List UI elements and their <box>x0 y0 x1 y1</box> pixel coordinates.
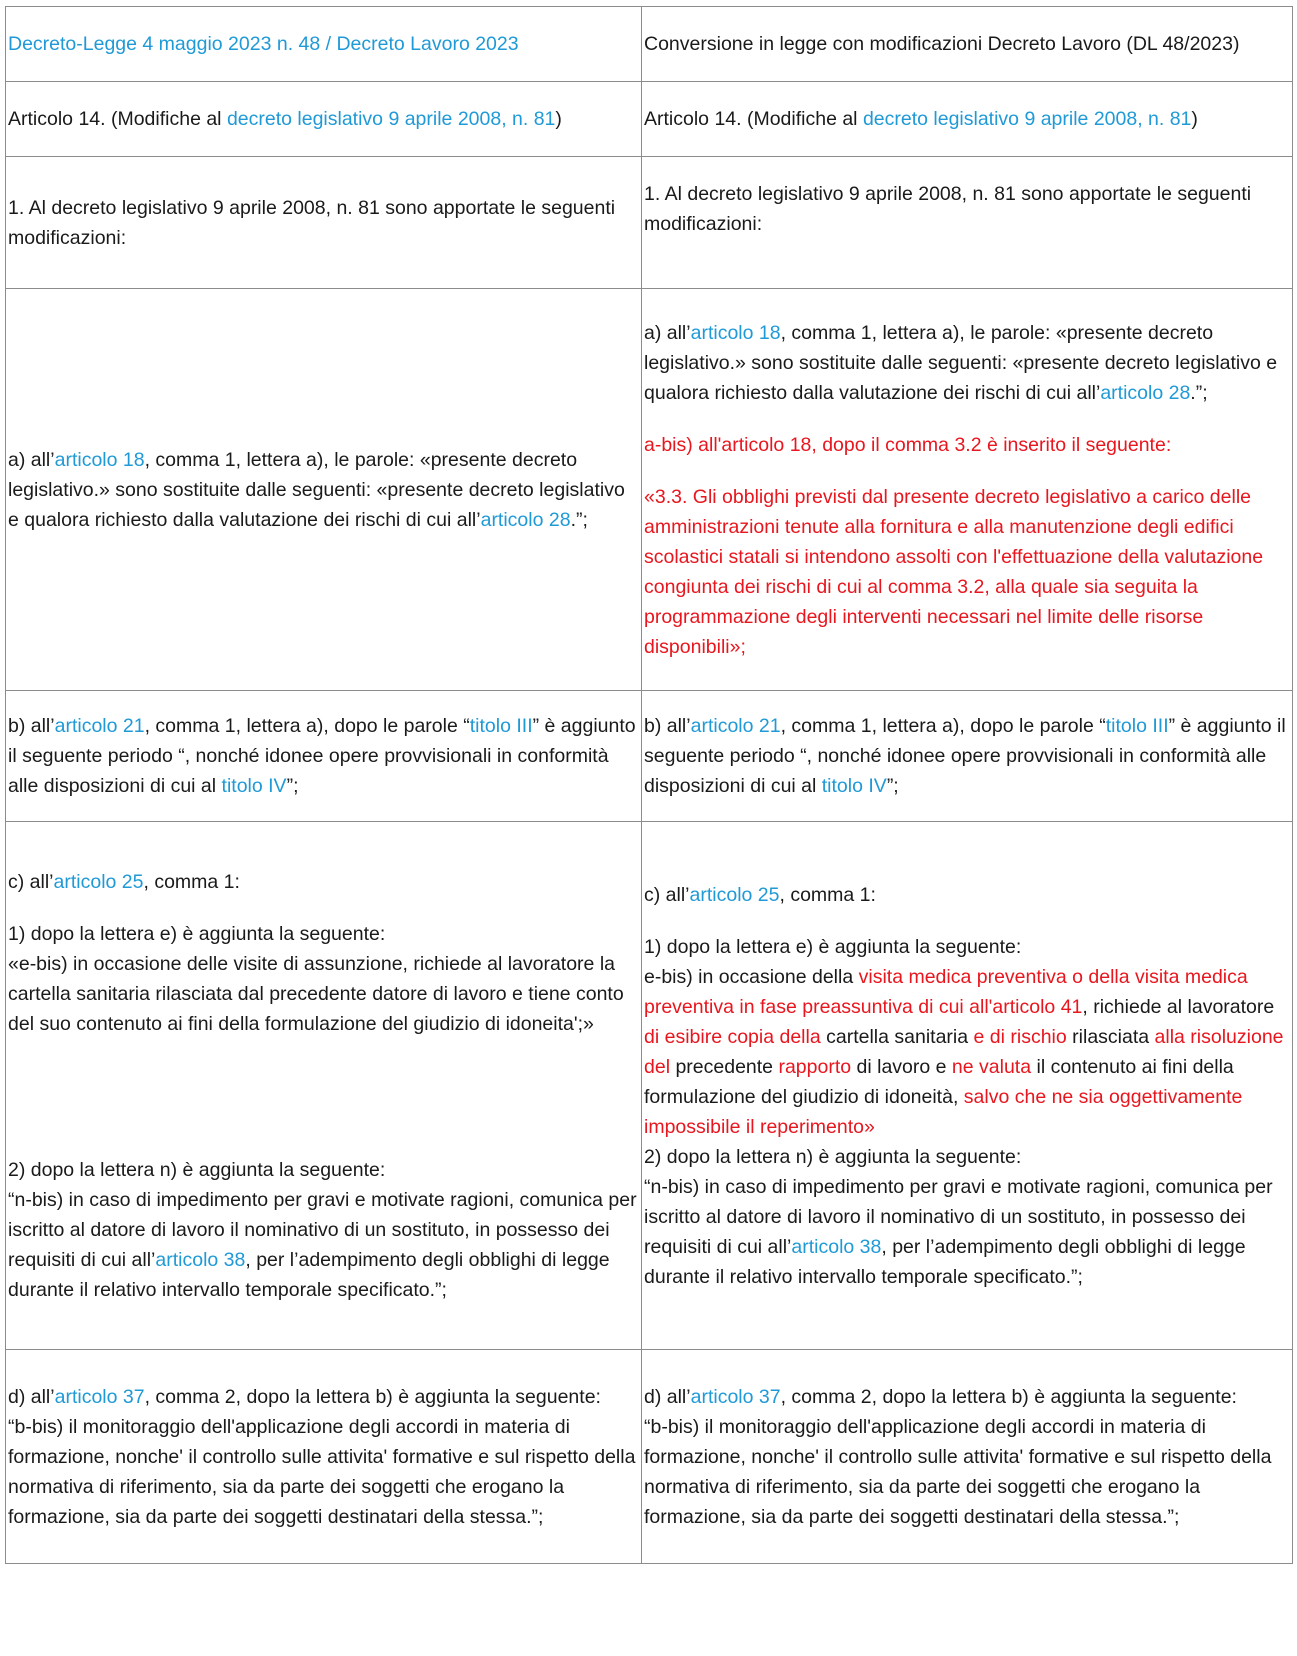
article-25-link[interactable]: articolo 25 <box>53 870 144 893</box>
article-38-link[interactable]: articolo 38 <box>791 1235 882 1258</box>
c-heading <box>8 867 637 897</box>
c-item1-r4: alla risoluzione del <box>644 1025 1284 1078</box>
article-37-link[interactable]: articolo 37 <box>54 1385 145 1408</box>
article-21-link[interactable]: articolo 21 <box>690 715 781 737</box>
d-heading <box>8 1382 637 1412</box>
decree-link[interactable]: decreto legislativo 9 aprile 2008, n. 81 <box>226 108 556 130</box>
c-item1-s2: , richiede al lavoratore <box>1082 995 1275 1018</box>
article-28-link[interactable]: articolo 28 <box>480 508 571 531</box>
b-text-1: b) all’ <box>8 715 55 737</box>
d-text-1: d) all’ <box>644 1385 691 1408</box>
d-right-cell <box>642 1350 1293 1564</box>
table-row-header <box>6 7 1293 82</box>
article-28-link[interactable]: articolo 28 <box>1100 381 1191 404</box>
article-prefix: Articolo 14. (Modifiche al <box>644 108 863 130</box>
a-text-3: .”; <box>570 508 588 531</box>
c-item1-r6: ne valuta <box>951 1055 1032 1078</box>
b-text-3: ” è aggiunto il seguente periodo “, nonché idonee opere provvisionali in conformità alle disposizioni di cui al <box>644 715 1286 797</box>
article-prefix: Articolo 14. (Modifiche al <box>8 108 227 130</box>
c-item1-s7: il contenuto ai fini della formulazione del giudizio di idoneità, <box>644 1055 1234 1108</box>
a-paragraph <box>644 318 1288 408</box>
c-item2-heading: 2) dopo la lettera n) è aggiunta la seguente: <box>644 1145 1022 1168</box>
c-item2-text <box>8 1185 637 1305</box>
c-item1-text: «e-bis) in occasione delle visite di assunzione, richiede al lavoratore la cartella sanitaria rilasciata dal precedente datore di lavoro e tiene conto del suo contenuto ai fini della formulazione del giudizio di idoneita';» <box>8 952 624 1035</box>
c-item1-r7: salvo che ne sia oggettivamente impossibile il reperimento» <box>644 1085 1243 1138</box>
a-text-2: , comma 1, lettera a), le parole: «presente decreto legislativo.» sono sostituite dalle seguenti: «presente decreto legislativo e qualora richiesto dalla valutazione dei rischi di cui all’ <box>644 321 1278 404</box>
c-heading <box>644 880 1288 910</box>
b-text-1: b) all’ <box>644 715 691 737</box>
article-18-link[interactable]: articolo 18 <box>54 448 145 471</box>
c-right-cell <box>642 822 1293 1350</box>
d-text: “b-bis) il monitoraggio dell'applicazione degli accordi in materia di formazione, nonche' il controllo sulle attivita' formative e sul rispetto della normativa di riferimento, sia da parte dei soggetti che erogano la formazione, sia da parte dei soggetti destinatari della stessa.”; <box>644 1415 1272 1528</box>
article-18-link[interactable]: articolo 18 <box>690 321 781 344</box>
c-item1-r2: di esibire copia della <box>644 1025 821 1048</box>
a-right-cell <box>642 289 1293 691</box>
d-text: “b-bis) il monitoraggio dell'applicazione degli accordi in materia di formazione, nonche' il controllo sulle attivita' formative e sul rispetto della normativa di riferimento, sia da parte dei soggetti che erogano la formazione, sia da parte dei soggetti destinatari della stessa.”; <box>8 1415 636 1528</box>
b-text-4: ”; <box>886 775 899 797</box>
c-item1-r3: e di rischio <box>973 1025 1067 1048</box>
b-left-cell <box>6 691 642 822</box>
intro-text: 1. Al decreto legislativo 9 aprile 2008, n. 81 sono apportate le seguenti modificazioni: <box>644 183 1252 235</box>
a-text-1: a) all’ <box>8 448 55 471</box>
c-item1-modified-text <box>644 962 1288 1142</box>
c-item1-s4: rilasciata <box>1066 1025 1155 1048</box>
d-left-cell <box>6 1350 642 1564</box>
b-text-3: ” è aggiunto il seguente periodo “, nonché idonee opere provvisionali in conformità alle disposizioni di cui al <box>8 715 636 797</box>
intro-left-cell <box>6 157 642 289</box>
table-row-intro <box>6 157 1293 289</box>
a-left-cell <box>6 289 642 691</box>
a-paragraph <box>8 445 637 535</box>
decree-link[interactable]: decreto legislativo 9 aprile 2008, n. 81 <box>862 108 1192 130</box>
c-text-2: , comma 1: <box>779 883 876 906</box>
article-38-link[interactable]: articolo 38 <box>155 1248 246 1271</box>
b-text-4: ”; <box>286 775 299 797</box>
b-text-2: , comma 1, lettera a), dopo le parole “ <box>144 715 470 737</box>
a-text-2: , comma 1, lettera a), le parole: «presente decreto legislativo.» sono sostituite dalle seguenti: «presente decreto legislativo e qualora richiesto dalla valutazione dei rischi di cui all’ <box>8 448 625 531</box>
d-heading <box>644 1382 1288 1412</box>
comparison-table <box>5 6 1293 1564</box>
c-item2-heading: 2) dopo la lettera n) è aggiunta la seguente: <box>8 1158 386 1181</box>
c-item1-heading: 1) dopo la lettera e) è aggiunta la seguente: <box>8 922 386 945</box>
a-text-3: .”; <box>1190 381 1208 404</box>
c-text-1: c) all’ <box>8 870 54 893</box>
article-left-cell <box>6 82 642 157</box>
titolo-iii-link[interactable]: titolo III <box>1105 715 1169 737</box>
table-row-b <box>6 691 1293 822</box>
table-row-article <box>6 82 1293 157</box>
c-item2-text <box>644 1172 1288 1292</box>
header-right-title: Conversione in legge con modificazioni Decreto Lavoro (DL 48/2023) <box>644 33 1240 55</box>
table-row-c <box>6 822 1293 1350</box>
c-item1-r5: rapporto <box>778 1055 852 1078</box>
c-item1-heading: 1) dopo la lettera e) è aggiunta la seguente: <box>644 935 1022 958</box>
intro-text: 1. Al decreto legislativo 9 aprile 2008, n. 81 sono apportate le seguenti modificazioni: <box>8 196 616 249</box>
c-item1-s3: cartella sanitaria <box>820 1025 974 1048</box>
c-text-1: c) all’ <box>644 883 690 906</box>
titolo-iv-link[interactable]: titolo IV <box>821 775 887 797</box>
titolo-iii-link[interactable]: titolo III <box>469 715 533 737</box>
header-left-link[interactable]: Decreto-Legge 4 maggio 2023 n. 48 / Decreto Lavoro 2023 <box>8 33 519 55</box>
comparison-page <box>5 6 1292 1564</box>
a-text-1: a) all’ <box>644 321 691 344</box>
article-37-link[interactable]: articolo 37 <box>690 1385 781 1408</box>
c-text-2: , comma 1: <box>143 870 240 893</box>
d-text-1: d) all’ <box>8 1385 55 1408</box>
article-right-cell <box>642 82 1293 157</box>
c-item1-s1: e-bis) in occasione della <box>644 965 859 988</box>
c-item1-s6: di lavoro e <box>851 1055 952 1078</box>
c-left-cell <box>6 822 642 1350</box>
a-bis-heading: a-bis) all'articolo 18, dopo il comma 3.2 è inserito il seguente: <box>644 433 1172 456</box>
header-left-cell <box>6 7 642 82</box>
table-row-a <box>6 289 1293 691</box>
header-right-cell <box>642 7 1293 82</box>
article-suffix: ) <box>555 108 562 130</box>
a-bis-text: «3.3. Gli obblighi previsti dal presente decreto legislativo a carico delle amministrazioni tenute alla fornitura e alla manutenzione degli edifici scolastici statali si intendono assolti con l'effettuazione della valutazione congiunta dei rischi di cui al comma 3.2, alla quale sia seguita la programmazione degli interventi necessari nel limite delle risorse disponibili»; <box>644 485 1264 658</box>
article-suffix: ) <box>1191 108 1198 130</box>
c-item1-s5: precedente <box>670 1055 779 1078</box>
article-25-link[interactable]: articolo 25 <box>689 883 780 906</box>
article-21-link[interactable]: articolo 21 <box>54 715 145 737</box>
c-item2-text-2: , per l’adempimento degli obblighi di legge durante il relativo intervallo temporale specificato.”; <box>644 1235 1246 1288</box>
intro-right-cell <box>642 157 1293 289</box>
c-item2-text-1: “n-bis) in caso di impedimento per gravi e motivate ragioni, comunica per iscritto al datore di lavoro il nominativo di un sostituto, in possesso dei requisiti di cui all’ <box>644 1175 1273 1258</box>
d-text-2: , comma 2, dopo la lettera b) è aggiunta la seguente: <box>780 1385 1237 1408</box>
c-item2-text-1: “n-bis) in caso di impedimento per gravi e motivate ragioni, comunica per iscritto al datore di lavoro il nominativo di un sostituto, in possesso dei requisiti di cui all’ <box>8 1188 637 1271</box>
b-right-cell <box>642 691 1293 822</box>
c-item1-r1: visita medica preventiva o della visita medica preventiva in fase preassuntiva di cui all'articolo 41 <box>644 965 1248 1018</box>
b-text-2: , comma 1, lettera a), dopo le parole “ <box>780 715 1106 737</box>
table-row-d <box>6 1350 1293 1564</box>
titolo-iv-link[interactable]: titolo IV <box>221 775 287 797</box>
c-item2-text-2: , per l’adempimento degli obblighi di legge durante il relativo intervallo temporale specificato.”; <box>8 1248 610 1301</box>
d-text-2: , comma 2, dopo la lettera b) è aggiunta la seguente: <box>144 1385 601 1408</box>
